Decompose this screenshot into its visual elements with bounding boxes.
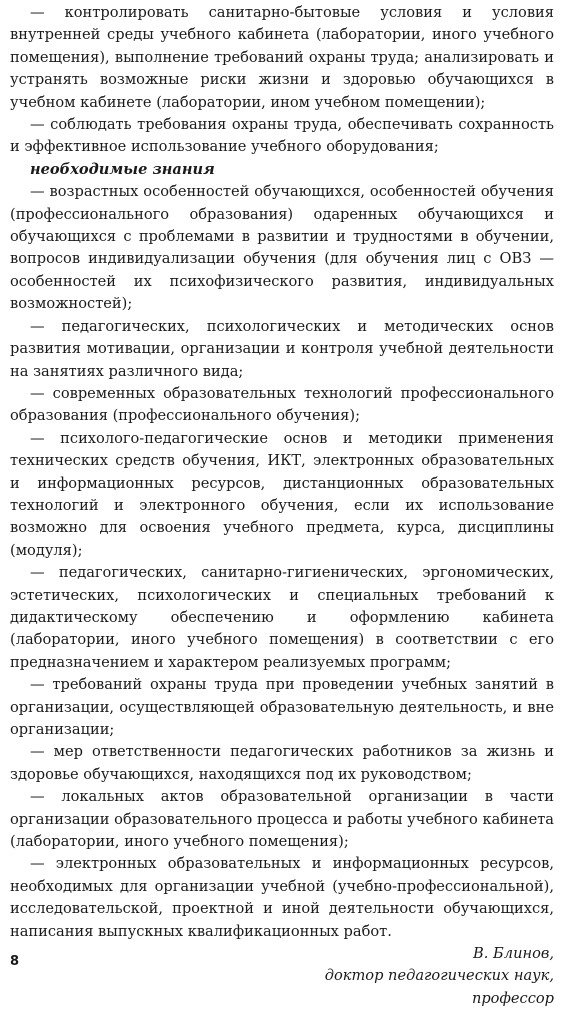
paragraph: — педагогических, психологических и методических основ развития мотивации, организации и контроля учебной деятельности на занятиях различного вида;	[10, 317, 554, 380]
paragraph: — мер ответственности педагогических работников за жизнь и здоровье обучающихся, находящихся под их руководством;	[10, 743, 554, 783]
author-degree: доктор педагогических наук,	[324, 967, 554, 985]
page-body	[10, 2, 554, 1010]
section-heading: необходимые знания	[30, 160, 215, 178]
paragraph: — психолого-педагогические основ и методики применения технических средств обучения, ИКТ, электронных образовательных и информационных ресурсов, дистанционных образовательных технологий и электронного обучения, если их использование возможно для освоения учебного предмета, курса, дисциплины (модуля);	[10, 429, 554, 559]
page-number: 8	[10, 954, 20, 969]
paragraph: — электронных образовательных и информационных ресурсов, необходимых для организации учебной (учебно-профессиональной), исследовательской, проектной и иной деятельности обучающихся, написания выпускных квалификационных работ.	[10, 855, 554, 940]
author-title: профессор	[471, 989, 554, 1007]
paragraph: — современных образовательных технологий профессионального образования (профессионального обучения);	[10, 384, 554, 425]
paragraph: — педагогических, санитарно-гигиенических, эргономических, эстетических, психологических и специальных требований к дидактическому обеспечению и оформлению кабинета (лаборатории, иного учебного помещения) в соответствии с его предназначением и характером реализуемых программ;	[10, 564, 554, 671]
author-name: В. Блинов,	[473, 945, 554, 963]
paragraph: — соблюдать требования охраны труда, обеспечивать сохранность и эффективное использование учебного оборудования;	[10, 116, 554, 156]
signature-block	[10, 943, 554, 1010]
paragraph: — требований охраны труда при проведении учебных занятий в организации, осуществляющей образовательную деятельность, и вне организации;	[10, 676, 554, 738]
paragraph: — контролировать санитарно-бытовые условия и условия внутренней среды учебного кабинета (лаборатории, иного учебного помещения), выполнение требований охраны труда; анализировать и устранять возможные риски жизни и здоровью обучающихся в учебном кабинете (лаборатории, ином учебном помещении);	[10, 4, 554, 111]
paragraph: — возрастных особенностей обучающихся, особенностей обучения (профессионального образования) одаренных обучающихся и обучающихся с проблемами в развитии и трудностями в обучении, вопросов индивидуализации обучения (для обучения лиц с ОВЗ — особенностей их психофизического развития, индивидуальных возможностей);	[10, 183, 554, 313]
paragraph: — локальных актов образовательной организации в части организации образовательного процесса и работы учебного кабинета (лаборатории, иного учебного помещения);	[10, 788, 554, 851]
